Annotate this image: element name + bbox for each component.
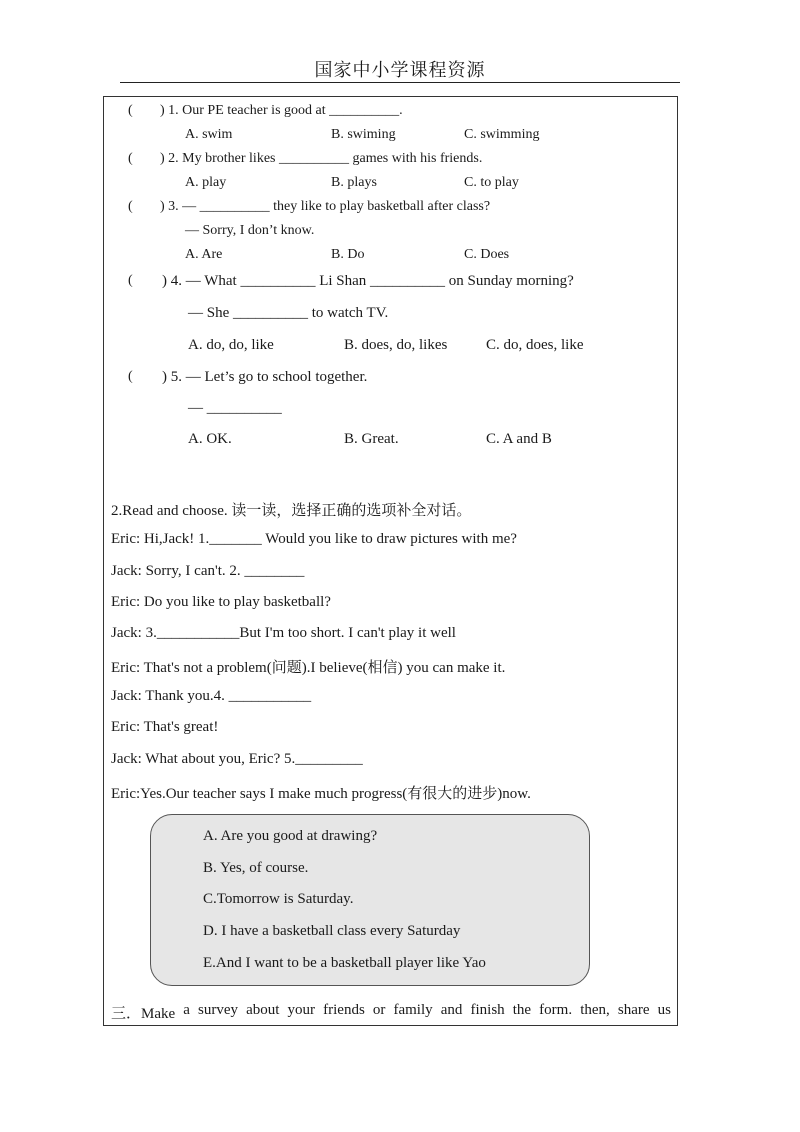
choice-option: B. Yes, of course. bbox=[203, 860, 309, 876]
survey-word: finish bbox=[470, 1002, 505, 1018]
answer-paren[interactable]: ( bbox=[128, 103, 133, 118]
survey-word: 三．Make bbox=[111, 1006, 176, 1022]
survey-word: survey bbox=[198, 1002, 239, 1018]
survey-word: your bbox=[287, 1002, 316, 1018]
option-b: B. does, do, likes bbox=[344, 337, 448, 353]
survey-word: or bbox=[372, 1002, 386, 1018]
survey-word: a bbox=[183, 1002, 190, 1018]
survey-word: family bbox=[393, 1002, 433, 1018]
dialogue-line: Jack: What about you, Eric? 5._________ bbox=[111, 751, 363, 767]
section-heading: 2.Read and choose. 读一读，选择正确的选项补全对话。 bbox=[111, 503, 472, 519]
dialogue-line: Eric: Hi,Jack! 1._______ Would you like to draw pictures with me? bbox=[111, 531, 517, 547]
question-reply: — __________ bbox=[188, 400, 282, 416]
option-c: C. do, does, like bbox=[486, 337, 584, 353]
dialogue-line: Eric:Yes.Our teacher says I make much progress(有很大的进步)now. bbox=[111, 786, 531, 802]
question-stem: ) 4. — What __________ Li Shan __________ on Sunday morning? bbox=[162, 273, 574, 289]
survey-word: form. bbox=[539, 1002, 573, 1018]
question-stem: ) 5. — Let’s go to school together. bbox=[162, 369, 368, 385]
survey-word: about bbox=[246, 1002, 280, 1018]
survey-word: us bbox=[657, 1002, 671, 1018]
question-reply: — She __________ to watch TV. bbox=[188, 305, 389, 321]
question-stem: ) 3. — __________ they like to play basketball after class? bbox=[160, 199, 491, 214]
survey-word: share bbox=[617, 1002, 650, 1018]
option-c: C. to play bbox=[464, 175, 519, 190]
option-b: B. plays bbox=[331, 175, 377, 190]
option-a: A. play bbox=[185, 175, 227, 190]
option-b: B. swiming bbox=[331, 127, 396, 142]
dialogue-line: Jack: Sorry, I can't. 2. ________ bbox=[111, 563, 305, 579]
option-c: C. A and B bbox=[486, 431, 552, 447]
survey-word: and bbox=[440, 1002, 463, 1018]
answer-paren[interactable]: ( bbox=[128, 273, 133, 288]
answer-paren[interactable]: ( bbox=[128, 151, 133, 166]
page-header-title: 国家中小学课程资源 bbox=[314, 60, 486, 81]
choice-option: C.Tomorrow is Saturday. bbox=[203, 891, 354, 907]
question-reply: — Sorry, I don’t know. bbox=[185, 223, 315, 238]
option-a: A. OK. bbox=[188, 431, 232, 447]
dialogue-line: Eric: Do you like to play basketball? bbox=[111, 594, 331, 610]
dialogue-line: Jack: 3.___________But I'm too short. I can't play it well bbox=[111, 625, 456, 641]
question-stem: ) 2. My brother likes __________ games with his friends. bbox=[160, 151, 483, 166]
choice-option: A. Are you good at drawing? bbox=[203, 828, 378, 844]
survey-word: friends bbox=[323, 1002, 365, 1018]
dialogue-line: Jack: Thank you.4. ___________ bbox=[111, 688, 312, 704]
option-c: C. Does bbox=[464, 247, 510, 262]
survey-instruction bbox=[111, 1002, 671, 1023]
choice-option: E.And I want to be a basketball player like Yao bbox=[203, 955, 486, 971]
header-divider bbox=[120, 82, 680, 83]
option-b: B. Do bbox=[331, 247, 365, 262]
option-c: C. swimming bbox=[464, 127, 540, 142]
option-a: A. Are bbox=[185, 247, 223, 262]
survey-word: the bbox=[512, 1002, 532, 1018]
option-b: B. Great. bbox=[344, 431, 399, 447]
question-stem: ) 1. Our PE teacher is good at __________. bbox=[160, 103, 403, 118]
answer-paren[interactable]: ( bbox=[128, 199, 133, 214]
answer-paren[interactable]: ( bbox=[128, 369, 133, 384]
dialogue-line: Eric: That's not a problem(问题).I believe(相信) you can make it. bbox=[111, 660, 506, 676]
option-a: A. do, do, like bbox=[188, 337, 274, 353]
option-a: A. swim bbox=[185, 127, 233, 142]
dialogue-line: Eric: That's great! bbox=[111, 719, 219, 735]
survey-word: then, bbox=[580, 1002, 610, 1018]
choice-option: D. I have a basketball class every Saturday bbox=[203, 923, 461, 939]
